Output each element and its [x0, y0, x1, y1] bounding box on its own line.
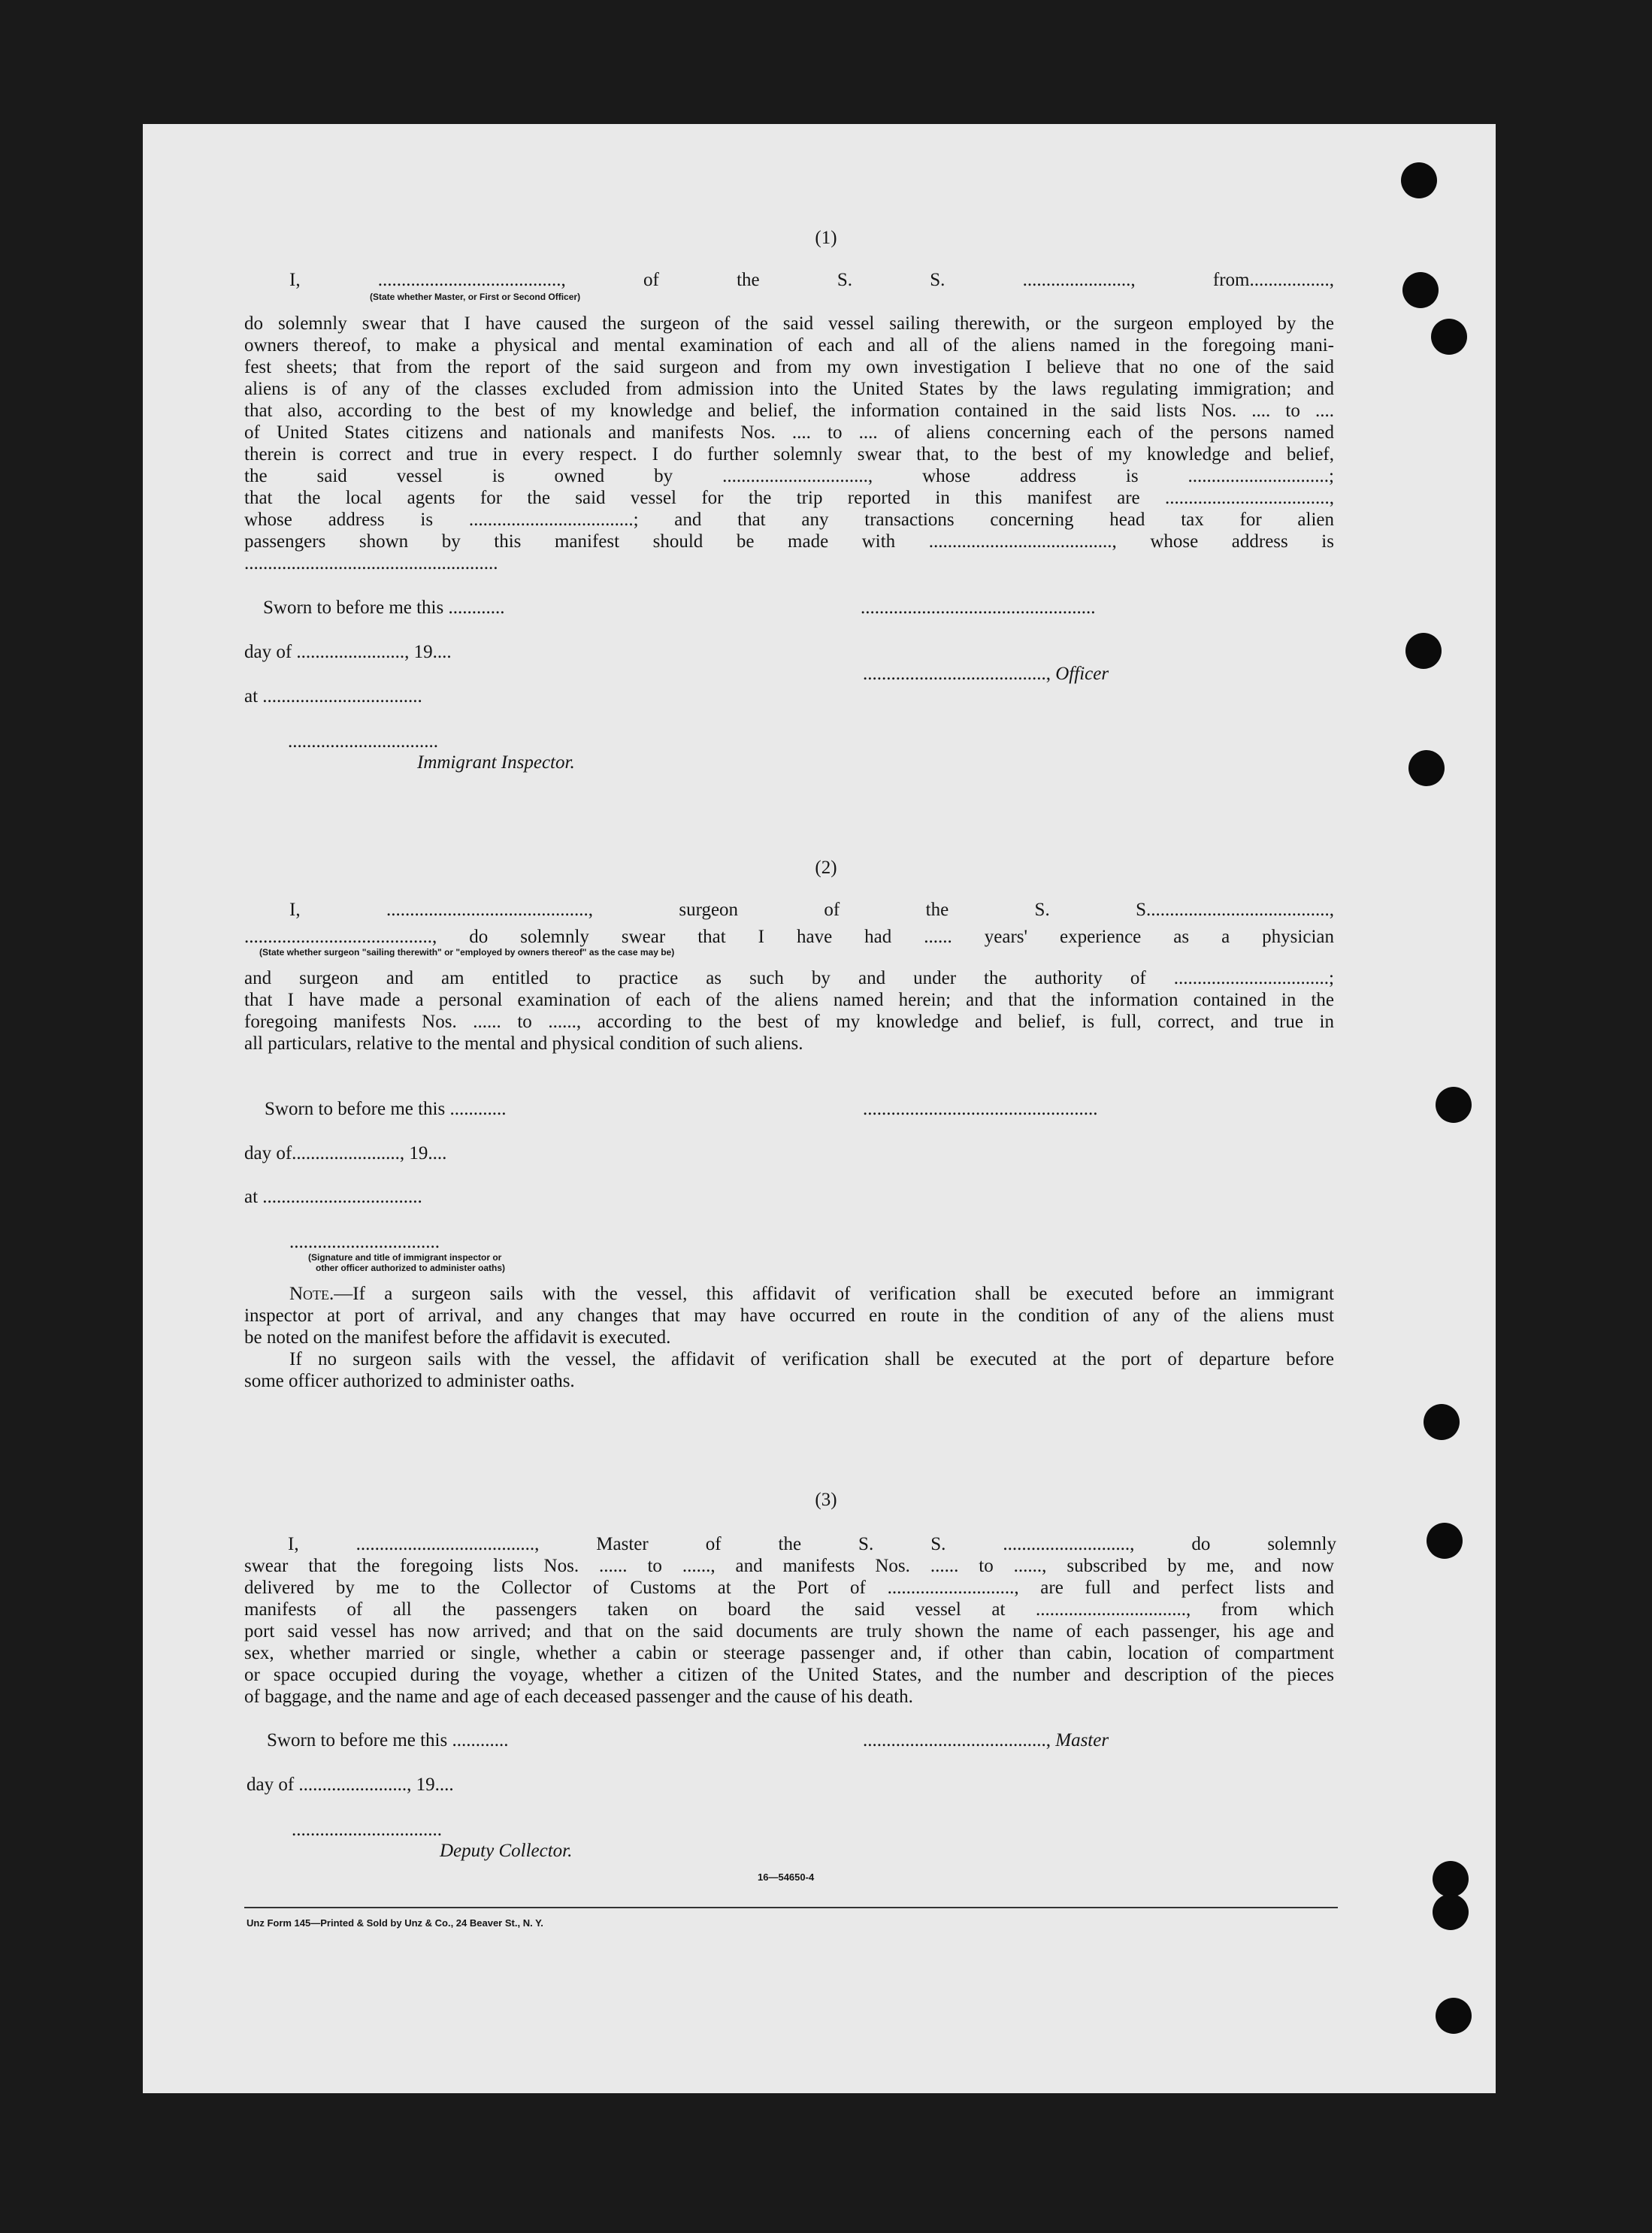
- section-1-inspector-dots: ................................: [288, 731, 438, 752]
- section-3-line: or space occupied during the voyage, whether a citizen of the United States, and the number and description of the pieces: [244, 1665, 1334, 1685]
- punch-hole: [1402, 272, 1439, 308]
- section-2-signature-line: ..................................................: [863, 1099, 1098, 1119]
- master-dots: .......................................,: [863, 1730, 1051, 1750]
- officer-dots: .......................................,: [863, 664, 1051, 684]
- section-2-line: foregoing manifests Nos. ...... to ......, according to the best of my knowledge and belief, is full, correct, and true in: [244, 1012, 1334, 1032]
- punch-hole: [1431, 319, 1467, 355]
- section-1-line: aliens is of any of the classes excluded from admission into the United States by the laws regulating immigration; and: [244, 379, 1334, 399]
- section-1-day: day of ......................., 19....: [244, 642, 452, 662]
- section-1-line: fest sheets; that from the report of the said surgeon and from my own investigation I believe that no one of the said: [244, 357, 1334, 377]
- section-2-line: that I have made a personal examination of each of the aliens named herein; and that the information contained in the: [244, 990, 1334, 1010]
- immigrant-inspector-label: Immigrant Inspector.: [417, 752, 575, 773]
- section-3-line: delivered by me to the Collector of Customs at the Port of ..........................., are full and perfect lists and: [244, 1578, 1334, 1598]
- deputy-collector-label: Deputy Collector.: [440, 1841, 573, 1861]
- section-2-second-line-note: (State whether surgeon "sailing therewith" or "employed by owners thereof" as the case may be): [259, 947, 675, 958]
- punch-hole: [1433, 1861, 1469, 1897]
- section-1-at: at ..................................: [244, 686, 422, 707]
- punch-hole: [1401, 162, 1437, 198]
- section-3-line: port said vessel has now arrived; and that on the said documents are truly shown the name of each passenger, his age and: [244, 1621, 1334, 1641]
- section-1-officer-line: [863, 663, 1109, 685]
- section-2-sign-note: (Signature and title of immigrant inspector or: [308, 1252, 502, 1263]
- section-2-number: (2): [815, 858, 837, 878]
- section-1-number: (1): [815, 228, 837, 248]
- section-1-first-line-note: (State whether Master, or First or Second Officer): [370, 292, 581, 302]
- section-2-line: and surgeon and am entitled to practice as such by and under the authority of .................................;: [244, 968, 1334, 988]
- section-1-signature-line: ..................................................: [861, 598, 1096, 618]
- note-paragraph-line: [289, 1283, 1334, 1306]
- section-3-line: swear that the foregoing lists Nos. ...... to ......, and manifests Nos. ...... to ......, subscribed by me, and now: [244, 1556, 1334, 1576]
- punch-hole: [1433, 1894, 1469, 1930]
- section-2-second-line: ........................................, do solemnly swear that I have had ...... years' experience as a physician: [244, 927, 1334, 947]
- section-1-line: the said vessel is owned by ..............................., whose address is ..............................;: [244, 466, 1334, 486]
- section-1-line: owners thereof, to make a physical and mental examination of each and all of the aliens named in the foregoing mani-: [244, 335, 1334, 356]
- section-1-line: passengers shown by this manifest should be made with ......................................., whose address is: [244, 531, 1334, 552]
- punch-hole: [1427, 1523, 1463, 1559]
- printer-footer: Unz Form 145—Printed & Sold by Unz & Co., 24 Beaver St., N. Y.: [247, 1917, 543, 1929]
- punch-hole: [1405, 633, 1442, 669]
- section-2-sworn: Sworn to before me this ............: [265, 1099, 507, 1119]
- note2-paragraph-line: If no surgeon sails with the vessel, the affidavit of verification shall be executed at the port of departure before: [289, 1349, 1334, 1369]
- punch-hole: [1408, 750, 1445, 786]
- punch-hole: [1436, 1998, 1472, 2034]
- section-3-day: day of ......................., 19....: [247, 1775, 454, 1795]
- section-3-line: sex, whether married or single, whether a cabin or steerage passenger and, if other than cabin, location of compartment: [244, 1643, 1334, 1663]
- section-1-line: that the local agents for the said vessel for the trip reported in this manifest are ...................................,: [244, 488, 1334, 508]
- section-3-number: (3): [815, 1490, 837, 1510]
- note-paragraph-line: inspector at port of arrival, and any changes that may have occurred en route in the condition of any of the aliens must: [244, 1306, 1334, 1326]
- officer-label: Officer: [1055, 664, 1109, 684]
- section-1-line: of United States citizens and nationals and manifests Nos. .... to .... of aliens concerning each of the persons named: [244, 422, 1334, 443]
- section-3-last-line: of baggage, and the name and age of each deceased passenger and the cause of his death.: [244, 1687, 913, 1707]
- section-2-sign-dots: ................................: [289, 1232, 440, 1252]
- section-1-line: whose address is ...................................; and that any transactions concerning head tax for alien: [244, 510, 1334, 530]
- note-text: —If a surgeon sails with the vessel, this affidavit of verification shall be executed before an immigrant: [334, 1284, 1334, 1304]
- section-2-last-line: all particulars, relative to the mental and physical condition of such aliens.: [244, 1033, 803, 1054]
- master-label: Master: [1055, 1730, 1109, 1750]
- section-1-line: therein is correct and true in every respect. I do further solemnly swear that, to the best of my knowledge and belief,: [244, 444, 1334, 464]
- form-number: 16—54650-4: [758, 1871, 815, 1883]
- section-3-sworn: Sworn to before me this ............: [267, 1730, 509, 1750]
- section-1-line: do solemnly swear that I have caused the surgeon of the said vessel sailing therewith, or the surgeon employed by the: [244, 313, 1334, 334]
- section-2-at: at ..................................: [244, 1187, 422, 1207]
- note-label: Note.: [289, 1284, 334, 1304]
- punch-hole: [1424, 1404, 1460, 1440]
- section-1-line: that also, according to the best of my knowledge and belief, the information contained in the said lists Nos. .... to ....: [244, 401, 1334, 421]
- section-3-master-line: [863, 1729, 1109, 1752]
- section-3-line: manifests of all the passengers taken on board the said vessel at ................................, from which: [244, 1599, 1334, 1620]
- note-paragraph-last: be noted on the manifest before the affidavit is executed.: [244, 1327, 671, 1348]
- section-3-deputy-dots: ................................: [292, 1820, 442, 1840]
- section-1-last-line: ......................................................: [244, 553, 498, 573]
- section-1-first-line: I, ......................................., of the S. S. ......................., from.................,: [289, 270, 1334, 290]
- section-2-day: day of......................., 19....: [244, 1143, 447, 1163]
- section-3-first-line: I, ......................................, Master of the S. S. ..........................., do solemnly: [288, 1534, 1336, 1554]
- section-1-sworn: Sworn to before me this ............: [263, 598, 505, 618]
- section-2-first-line: I, ..........................................., surgeon of the S. S.......................................,: [289, 900, 1334, 920]
- section-2-sign-note: other officer authorized to administer oaths): [316, 1263, 506, 1273]
- note2-paragraph-last: some officer authorized to administer oaths.: [244, 1371, 575, 1391]
- punch-hole: [1436, 1087, 1472, 1123]
- footer-rule: [244, 1907, 1338, 1908]
